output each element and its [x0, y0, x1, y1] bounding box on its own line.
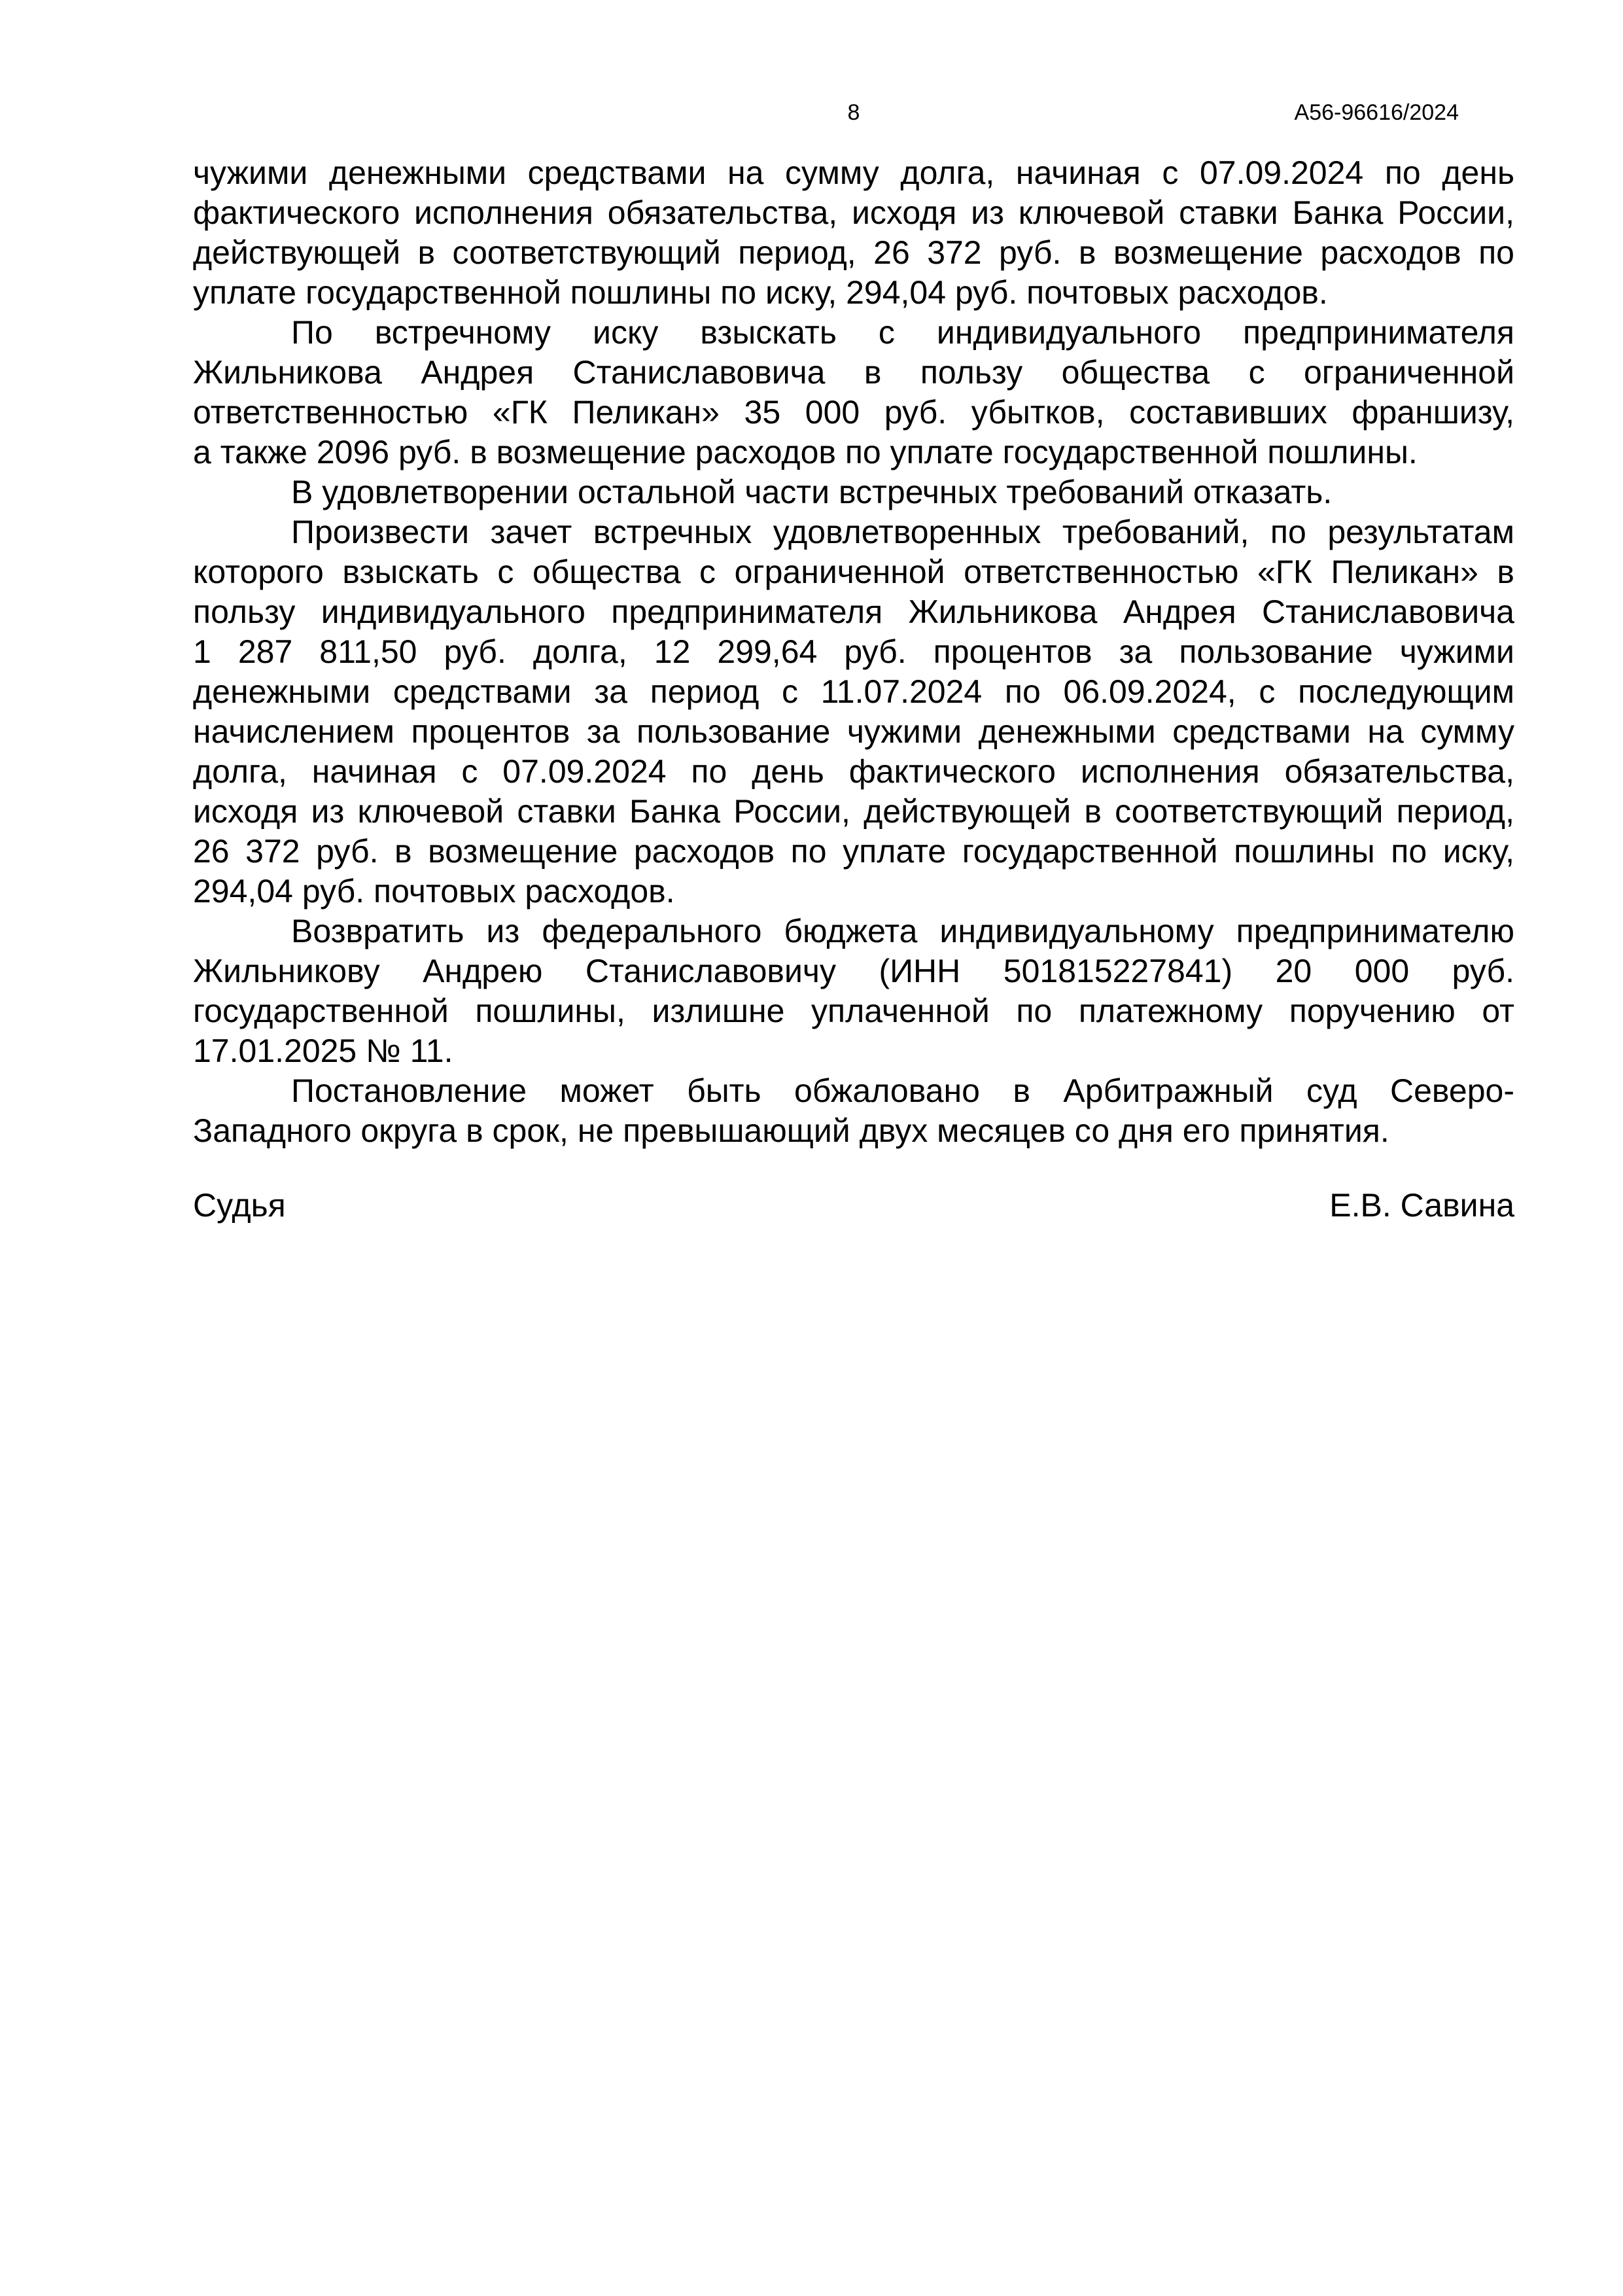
- text-line: ответственностью «ГК Пеликан» 35 000 руб. убытков, составивших франшизу,: [193, 394, 1514, 431]
- page-number: 8: [847, 100, 860, 125]
- text-line: Жильникова Андрея Станиславовича в пользу общества с ограниченной: [193, 354, 1514, 391]
- text-line: а также 2096 руб. в возмещение расходов по уплате государственной пошлины.: [193, 434, 1418, 470]
- page-header: [193, 98, 1514, 127]
- case-number: А56-96616/2024: [1294, 100, 1459, 125]
- document-body: [193, 153, 1514, 1151]
- text-line: Постановление может быть обжаловано в Арбитражный суд Северо-: [291, 1072, 1514, 1109]
- text-line: Западного округа в срок, не превышающий двух месяцев со дня его принятия.: [193, 1112, 1389, 1149]
- text-line: 294,04 руб. почтовых расходов.: [193, 873, 675, 910]
- text-line: По встречному иску взыскать с индивидуального предпринимателя: [291, 314, 1514, 351]
- text-line: государственной пошлины, излишне уплаченной по платежному поручению от: [193, 993, 1514, 1029]
- text-line: Возвратить из федерального бюджета индивидуальному предпринимателю: [291, 913, 1514, 949]
- judge-label: Судья: [193, 1187, 286, 1224]
- text-line: Жильникову Андрею Станиславовичу (ИНН 501815227841) 20 000 руб.: [193, 953, 1514, 989]
- text-line: В удовлетворении остальной части встречных требований отказать.: [291, 474, 1333, 510]
- text-line: начислением процентов за пользование чужими денежными средствами на сумму: [193, 713, 1514, 750]
- text-line: денежными средствами за период с 11.07.2024 по 06.09.2024, с последующим: [193, 673, 1514, 710]
- text-line: уплате государственной пошлины по иску, 294,04 руб. почтовых расходов.: [193, 274, 1328, 311]
- text-line: 17.01.2025 № 11.: [193, 1033, 453, 1069]
- text-line: Произвести зачет встречных удовлетворенных требований, по результатам: [291, 514, 1514, 550]
- text-line: 26 372 руб. в возмещение расходов по уплате государственной пошлины по иску,: [193, 833, 1514, 870]
- text-line: исходя из ключевой ставки Банка России, действующей в соответствующий период,: [193, 793, 1514, 830]
- text-line: долга, начиная с 07.09.2024 по день фактического исполнения обязательства,: [193, 753, 1514, 790]
- signature-row: [193, 1186, 1514, 1226]
- text-line: 1 287 811,50 руб. долга, 12 299,64 руб. процентов за пользование чужими: [193, 633, 1514, 670]
- text-line: фактического исполнения обязательства, исходя из ключевой ставки Банка России,: [193, 194, 1514, 231]
- text-line: которого взыскать с общества с ограниченной ответственностью «ГК Пеликан» в: [193, 554, 1514, 590]
- text-line: чужими денежными средствами на сумму долга, начиная с 07.09.2024 по день: [193, 154, 1514, 191]
- judge-name: Е.В. Савина: [1329, 1187, 1514, 1224]
- text-line: пользу индивидуального предпринимателя Жильникова Андрея Станиславовича: [193, 593, 1514, 630]
- text-line: действующей в соответствующий период, 26 372 руб. в возмещение расходов по: [193, 234, 1514, 271]
